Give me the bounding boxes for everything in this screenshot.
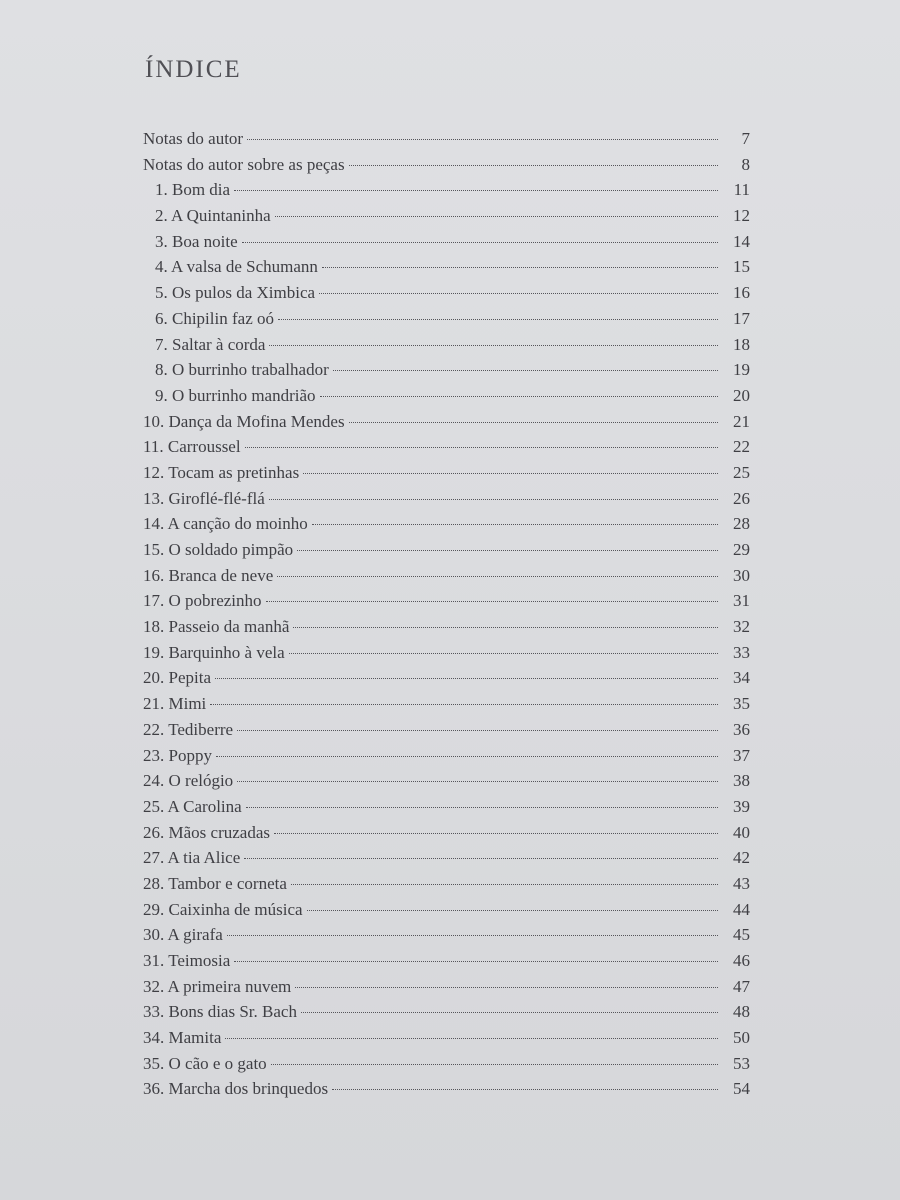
dot-leader: [319, 293, 718, 294]
toc-entry-title: 19. Barquinho à vela: [143, 642, 285, 662]
toc-entry: [143, 871, 750, 897]
toc-entry-title: Notas do autor sobre as peças: [143, 154, 345, 174]
toc-entry-page-number: 46: [733, 951, 750, 970]
toc-entry-title: 25. A Carolina: [143, 796, 242, 816]
toc-entry: [143, 743, 750, 769]
dot-leader: [216, 756, 718, 757]
toc-entry-page-number: 54: [733, 1079, 750, 1099]
toc-entry-title: 30. A girafa: [143, 925, 223, 945]
toc-entry-page-number: 30: [733, 565, 750, 585]
toc-entry-page-number: 37: [733, 745, 750, 765]
toc-entry-page-number: 21: [733, 411, 750, 431]
toc-entry: [143, 897, 750, 923]
toc-entry-page-number: 32: [733, 617, 750, 637]
toc-entry-page-number: 14: [733, 231, 750, 251]
toc-entry-page-number: 44: [733, 899, 750, 919]
toc-entry: [143, 1051, 750, 1077]
toc-entry-title: 21. Mimi: [143, 694, 207, 714]
toc-entry: [143, 177, 750, 203]
toc-entry-title: 34. Mamita: [143, 1028, 222, 1048]
toc-entry-page-number: 16: [733, 283, 750, 303]
dot-leader: [234, 961, 718, 962]
toc-entry-page-number: 33: [733, 642, 750, 662]
toc-entry-title: 4. A valsa de Schumann: [155, 257, 318, 277]
table-of-contents: [143, 126, 750, 1102]
dot-leader: [312, 524, 718, 525]
dot-leader: [333, 370, 718, 371]
toc-entry-page-number: 50: [733, 1028, 750, 1048]
dot-leader: [320, 396, 718, 397]
toc-entry: [143, 203, 750, 229]
dot-leader: [289, 653, 718, 654]
dot-leader: [244, 858, 718, 859]
dot-leader: [247, 139, 718, 140]
dot-leader: [303, 473, 718, 474]
toc-entry: [143, 614, 750, 640]
toc-entry-page-number: 20: [733, 385, 750, 405]
toc-entry: [143, 820, 750, 846]
toc-entry: [143, 768, 750, 794]
dot-leader: [301, 1012, 718, 1013]
toc-entry: [143, 537, 750, 563]
dot-leader: [297, 550, 718, 551]
toc-entry: [143, 306, 750, 332]
dot-leader: [242, 242, 718, 243]
toc-entry: [143, 409, 750, 435]
toc-entry-title: 22. Tediberre: [143, 719, 234, 739]
toc-entry-title: 26. Mãos cruzadas: [143, 822, 270, 842]
toc-entry-page-number: 45: [733, 925, 750, 945]
toc-entry: [143, 665, 750, 691]
toc-entry: [143, 691, 750, 717]
toc-entry-title: 28. Tambor e corneta: [143, 873, 287, 893]
toc-entry-title: 2. A Quintaninha: [155, 206, 271, 226]
dot-leader: [246, 807, 718, 808]
dot-leader: [266, 601, 718, 602]
toc-entry: [143, 845, 750, 871]
toc-entry-page-number: 8: [741, 154, 750, 174]
toc-entry: [143, 511, 750, 537]
dot-leader: [291, 884, 718, 885]
dot-leader: [295, 987, 718, 988]
toc-entry-title: 3. Boa noite: [155, 231, 238, 251]
toc-entry: [143, 229, 750, 255]
toc-entry-title: 32. A primeira nuvem: [143, 976, 292, 996]
toc-entry-title: 9. O burrinho mandrião: [155, 385, 316, 405]
dot-leader: [215, 678, 718, 679]
toc-entry-page-number: 26: [733, 488, 750, 508]
dot-leader: [225, 1038, 718, 1039]
toc-entry: [143, 280, 750, 306]
toc-entry-page-number: 39: [733, 796, 750, 816]
toc-entry-page-number: 15: [733, 257, 750, 277]
toc-entry: [143, 948, 750, 974]
toc-entry-page-number: 36: [733, 719, 750, 739]
dot-leader: [307, 910, 718, 911]
toc-entry-page-number: 53: [733, 1053, 750, 1073]
dot-leader: [332, 1089, 718, 1090]
toc-entry-page-number: 43: [733, 873, 750, 893]
toc-entry-page-number: 48: [733, 1002, 750, 1022]
toc-entry: [143, 434, 750, 460]
toc-entry-title: 10. Dança da Mofina Mendes: [143, 411, 345, 431]
toc-entry: [143, 152, 750, 178]
toc-entry-title: 11. Carroussel: [143, 437, 241, 457]
dot-leader: [234, 190, 718, 191]
toc-entry-title: 29. Caixinha de música: [143, 899, 303, 919]
toc-entry-page-number: 31: [733, 591, 750, 611]
toc-entry-title: 18. Passeio da manhã: [143, 617, 290, 637]
toc-entry-page-number: 35: [733, 694, 750, 714]
toc-entry-page-number: 40: [733, 822, 750, 842]
dot-leader: [293, 627, 718, 628]
toc-entry-title: 20. Pepita: [143, 668, 211, 688]
toc-entry-title: 27. A tia Alice: [143, 848, 241, 868]
toc-entry-page-number: 18: [733, 334, 750, 354]
toc-entry-title: 24. O relógio: [143, 771, 234, 791]
toc-entry-page-number: 28: [733, 514, 750, 534]
toc-entry-title: 23. Poppy: [143, 745, 212, 765]
toc-entry: [143, 999, 750, 1025]
toc-entry-title: 8. O burrinho trabalhador: [155, 360, 329, 380]
dot-leader: [322, 267, 718, 268]
page-title: ÍNDICE: [145, 56, 242, 83]
toc-entry-title: 31. Teimosia: [143, 951, 231, 970]
toc-entry: [143, 794, 750, 820]
toc-entry-title: 33. Bons dias Sr. Bach: [143, 1002, 297, 1022]
dot-leader: [227, 935, 718, 936]
toc-entry: [143, 332, 750, 358]
toc-entry-title: 13. Giroflé-flé-flá: [143, 488, 265, 508]
toc-entry-title: 6. Chipilin faz oó: [155, 308, 274, 328]
toc-entry-title: 35. O cão e o gato: [143, 1053, 267, 1073]
toc-entry: [143, 588, 750, 614]
dot-leader: [237, 781, 718, 782]
toc-entry: [143, 717, 750, 743]
toc-entry: [143, 486, 750, 512]
toc-entry-title: 1. Bom dia: [155, 180, 231, 200]
toc-entry: [143, 640, 750, 666]
toc-entry-title: 36. Marcha dos brinquedos: [143, 1079, 329, 1099]
toc-entry-page-number: 12: [733, 206, 750, 226]
dot-leader: [271, 1064, 718, 1065]
dot-leader: [245, 447, 718, 448]
toc-entry-page-number: 38: [733, 771, 750, 791]
toc-entry-page-number: 29: [733, 540, 750, 559]
toc-entry: [143, 563, 750, 589]
toc-entry-title: 17. O pobrezinho: [143, 591, 262, 611]
toc-entry: [143, 357, 750, 383]
toc-entry: [143, 974, 750, 1000]
toc-entry-title: 14. A canção do moinho: [143, 514, 308, 534]
toc-entry-page-number: 34: [733, 668, 750, 688]
toc-entry-title: Notas do autor: [143, 129, 244, 148]
dot-leader: [274, 833, 718, 834]
toc-entry-page-number: 47: [733, 976, 750, 996]
toc-entry-title: 7. Saltar à corda: [155, 334, 266, 354]
toc-entry-page-number: 19: [733, 360, 750, 380]
dot-leader: [269, 345, 718, 346]
toc-entry-page-number: 11: [733, 180, 750, 200]
toc-entry-page-number: 17: [733, 308, 750, 328]
dot-leader: [237, 730, 718, 731]
toc-entry-title: 5. Os pulos da Ximbica: [155, 283, 316, 303]
dot-leader: [349, 165, 718, 166]
toc-entry: [143, 383, 750, 409]
toc-entry-title: 15. O soldado pimpão: [143, 540, 294, 559]
dot-leader: [275, 216, 718, 217]
toc-entry-page-number: 25: [733, 462, 750, 482]
toc-entry-page-number: 22: [733, 437, 750, 457]
dot-leader: [278, 319, 718, 320]
dot-leader: [269, 499, 718, 500]
toc-entry: [143, 460, 750, 486]
toc-entry-page-number: 7: [741, 129, 750, 148]
toc-entry-title: 12. Tocam as pretinhas: [143, 462, 300, 482]
toc-entry: [143, 1025, 750, 1051]
toc-entry: [143, 254, 750, 280]
toc-entry-page-number: 42: [733, 848, 750, 868]
toc-entry: [143, 126, 750, 152]
toc-entry: [143, 922, 750, 948]
dot-leader: [277, 576, 718, 577]
toc-entry: [143, 1076, 750, 1102]
dot-leader: [349, 422, 718, 423]
dot-leader: [210, 704, 718, 705]
toc-entry-title: 16. Branca de neve: [143, 565, 274, 585]
